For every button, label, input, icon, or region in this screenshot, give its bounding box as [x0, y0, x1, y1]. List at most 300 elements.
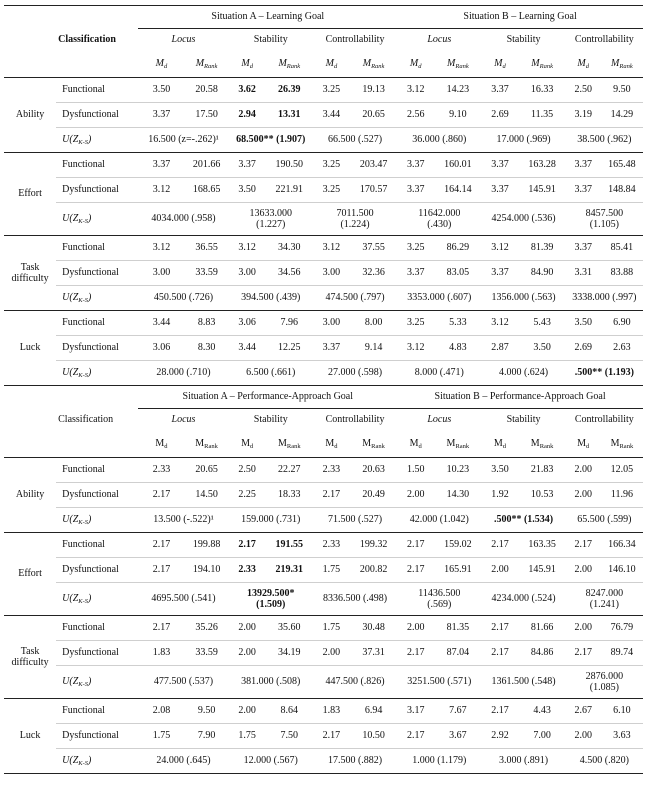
table-cell: 12.25 [266, 336, 313, 361]
u-stat-label: $U(Z_{K-S})$ [56, 128, 138, 153]
row-label: Dysfunctional [56, 336, 138, 361]
mrank-header: $M_{Rank}$ [434, 51, 481, 78]
table-cell: 1.75 [313, 558, 350, 583]
u-stat-row [4, 128, 643, 153]
situation-header-row [4, 386, 643, 409]
table-cell: 9.50 [613, 84, 631, 96]
u-stat-label: $U(Z_{K-S})$ [56, 583, 138, 616]
md-header: $M_d$ [481, 431, 518, 458]
table-cell: 16.33 [530, 84, 554, 96]
table-cell: 199.32 [359, 539, 388, 551]
table-cell: 20.65 [350, 103, 397, 128]
table-cell: 164.14 [434, 178, 481, 203]
table-cell: 2.17 [313, 483, 350, 508]
md-header: $M_d$ [481, 51, 518, 78]
mrank-header: $M_{Rank}$ [350, 51, 397, 78]
table-cell: 2.17 [574, 539, 592, 551]
table-cell: 168.65 [185, 178, 229, 203]
category-label: Ability [4, 78, 56, 153]
table-cell: 8.64 [280, 705, 299, 717]
row-label: Dysfunctional [56, 261, 138, 286]
table-cell: 83.88 [601, 261, 643, 286]
md-header: $M_d$ [566, 51, 601, 78]
controllability-header: Controllability [325, 34, 385, 46]
table-cell: 1.50 [406, 464, 425, 476]
table-cell: 85.41 [610, 242, 634, 254]
table-cell: 165.91 [434, 558, 481, 583]
table-cell: 201.66 [192, 159, 221, 171]
table-cell: 34.56 [266, 261, 313, 286]
table-cell: 2.33 [152, 464, 171, 476]
table-cell: 2.00 [397, 483, 434, 508]
u-stat-cell: 17.000 (.969) [481, 128, 565, 153]
table-cell: 1.75 [138, 724, 184, 749]
stability-header: Stability [253, 414, 288, 426]
u-stat-cell: 8336.500 (.498) [313, 583, 397, 616]
u-stat-cell: 8.000 (.471) [397, 361, 481, 386]
table-cell: 7.90 [185, 724, 229, 749]
category-label: Luck [4, 699, 56, 774]
table-cell: 3.37 [313, 336, 350, 361]
table-cell: 3.00 [313, 261, 350, 286]
md-header: $M_d$ [229, 51, 266, 78]
u-stat-row [4, 286, 643, 311]
table-cell: 4.83 [434, 336, 481, 361]
u-stat-cell: 11436.500 (.569) [397, 583, 481, 616]
table-cell: 2.08 [152, 705, 171, 717]
table-cell: 148.84 [601, 178, 643, 203]
u-stat-cell: 1.000 (1.179) [397, 749, 481, 774]
table-cell: 18.33 [266, 483, 313, 508]
u-stat-row [4, 583, 643, 616]
table-cell: 20.49 [350, 483, 397, 508]
table-cell: 5.43 [533, 317, 551, 329]
row-label: Functional [62, 622, 105, 634]
table-cell: 2.69 [566, 336, 601, 361]
table-cell: 3.25 [322, 159, 341, 171]
table-cell: 2.50 [238, 464, 256, 476]
column-header-row [4, 409, 643, 432]
stability-header: Stability [253, 34, 288, 46]
u-stat-row [4, 749, 643, 774]
u-stat-row [4, 508, 643, 533]
table-cell: 7.00 [519, 724, 566, 749]
table-cell: 84.86 [519, 641, 566, 666]
situation-header-row [4, 6, 643, 29]
u-stat-cell: 36.000 (.860) [397, 128, 481, 153]
table-cell: 12.05 [610, 464, 634, 476]
u-stat-row [4, 666, 643, 699]
md-header: $M_d$ [566, 431, 601, 458]
table-cell: 1.75 [322, 622, 341, 634]
table-cell: 84.90 [519, 261, 566, 286]
table-cell: 86.29 [446, 242, 470, 254]
table-cell: 33.59 [185, 641, 229, 666]
table-cell: 3.12 [152, 242, 171, 254]
u-stat-cell: 1361.500 (.548) [481, 666, 565, 699]
table-cell: 3.37 [491, 159, 509, 171]
table-cell: 19.13 [362, 84, 385, 96]
table-cell: 1.75 [229, 724, 266, 749]
u-stat-cell: 13929.500* (1.509) [229, 583, 313, 616]
table-cell: 1.92 [481, 483, 518, 508]
table-cell: 3.06 [238, 317, 256, 329]
table-cell: 2.50 [574, 84, 592, 96]
table-cell: 3.12 [138, 178, 184, 203]
table-cell: 6.90 [613, 317, 631, 329]
table-cell: 26.39 [278, 84, 301, 96]
classification-header: Classification [58, 414, 114, 425]
table-cell: 13.31 [266, 103, 313, 128]
u-stat-cell: 2876.000 (1.085) [566, 666, 643, 699]
table-cell: 3.50 [152, 84, 171, 96]
row-label: Dysfunctional [56, 178, 138, 203]
table-cell: 35.60 [278, 622, 301, 634]
u-stat-cell: 4.500 (.820) [566, 749, 643, 774]
table-cell: 3.25 [406, 242, 425, 254]
mrank-header: $M_{Rank}$ [601, 431, 643, 458]
table-row [4, 533, 643, 558]
table-cell: 3.19 [566, 103, 601, 128]
md-header: $M_d$ [138, 431, 184, 458]
table-row [4, 78, 643, 103]
table-cell: 1.83 [322, 705, 341, 717]
controllability-header: Controllability [325, 414, 385, 426]
table-cell: 11.35 [519, 103, 566, 128]
u-stat-cell: 477.500 (.537) [138, 666, 228, 699]
row-label: Functional [62, 464, 105, 476]
table-cell: 163.35 [528, 539, 556, 551]
table-cell: 2.17 [152, 622, 171, 634]
table-cell: 3.25 [406, 317, 425, 329]
table-cell: 2.63 [601, 336, 643, 361]
mrank-header: $M_{Rank}$ [185, 431, 229, 458]
u-stat-cell: 24.000 (.645) [138, 749, 228, 774]
table-cell: 2.17 [138, 483, 184, 508]
table-cell: 3.37 [481, 261, 518, 286]
table-cell: 199.88 [192, 539, 221, 551]
table-row [4, 483, 643, 508]
table-cell: 2.17 [406, 539, 425, 551]
u-stat-cell: 38.500 (.962) [566, 128, 643, 153]
table-cell: 8.83 [197, 317, 216, 329]
symbol-header-row [4, 51, 643, 78]
table-cell: 2.17 [566, 641, 601, 666]
u-stat-cell: 65.500 (.599) [566, 508, 643, 533]
table-cell: 170.57 [350, 178, 397, 203]
table-cell: 21.83 [530, 464, 554, 476]
table-cell: 87.04 [434, 641, 481, 666]
u-stat-label: $U(Z_{K-S})$ [56, 286, 138, 311]
table-cell: 6.10 [613, 705, 631, 717]
table-cell: 14.29 [601, 103, 643, 128]
table-cell: 6.94 [364, 705, 383, 717]
situation-b-perf-title: Situation B – Performance-Approach Goal [397, 386, 643, 409]
table-cell: 3.12 [238, 242, 256, 254]
table-cell: 2.00 [238, 705, 256, 717]
u-stat-row [4, 203, 643, 236]
category-label: Task difficulty [4, 616, 56, 699]
table-cell: 203.47 [359, 159, 388, 171]
row-label: Dysfunctional [56, 641, 138, 666]
md-header: $M_d$ [397, 431, 434, 458]
table-cell: 33.59 [185, 261, 229, 286]
table-cell: 2.17 [481, 641, 518, 666]
table-cell: 3.37 [397, 178, 434, 203]
table-cell: 3.37 [152, 159, 171, 171]
table-cell: 2.67 [574, 705, 592, 717]
attribution-table [4, 5, 643, 774]
results-table-page [4, 0, 643, 774]
table-cell: 14.30 [434, 483, 481, 508]
table-cell: 2.00 [566, 558, 601, 583]
u-stat-cell: 17.500 (.882) [313, 749, 397, 774]
table-cell: 2.17 [397, 558, 434, 583]
table-cell: 10.23 [446, 464, 470, 476]
table-cell: 3.17 [406, 705, 425, 717]
u-stat-cell: 16.500 (z=-.262)¹ [138, 128, 228, 153]
table-cell: 3.37 [574, 242, 592, 254]
u-stat-cell: 450.500 (.726) [138, 286, 228, 311]
u-stat-cell: 381.000 (.508) [229, 666, 313, 699]
table-cell: 3.63 [601, 724, 643, 749]
table-cell: 146.10 [601, 558, 643, 583]
table-cell: 2.87 [481, 336, 518, 361]
mrank-header: $M_{Rank}$ [519, 431, 566, 458]
md-header: $M_d$ [138, 51, 184, 78]
table-cell: 3.00 [138, 261, 184, 286]
table-cell: 3.44 [152, 317, 171, 329]
table-cell: 2.94 [229, 103, 266, 128]
u-stat-cell: 27.000 (.598) [313, 361, 397, 386]
table-cell: 3.37 [481, 178, 518, 203]
controllability-header: Controllability [574, 414, 634, 426]
table-cell: 81.35 [446, 622, 470, 634]
table-cell: 2.00 [313, 641, 350, 666]
table-cell: 3.44 [313, 103, 350, 128]
table-row [4, 458, 643, 483]
row-label: Dysfunctional [56, 558, 138, 583]
classification-header: Classification [58, 34, 116, 45]
table-cell: 2.69 [481, 103, 518, 128]
table-cell: 2.00 [574, 622, 592, 634]
category-label: Effort [4, 533, 56, 616]
table-cell: 2.00 [238, 622, 256, 634]
u-stat-cell: 4695.500 (.541) [138, 583, 228, 616]
u-stat-cell: 3.000 (.891) [481, 749, 565, 774]
row-label: Functional [62, 159, 105, 171]
table-cell: 1.83 [138, 641, 184, 666]
mrank-header: $M_{Rank}$ [266, 431, 313, 458]
table-row [4, 178, 643, 203]
table-cell: 194.10 [185, 558, 229, 583]
table-row [4, 261, 643, 286]
table-cell: 10.50 [350, 724, 397, 749]
u-stat-cell: 3353.000 (.607) [397, 286, 481, 311]
row-label: Dysfunctional [56, 103, 138, 128]
table-cell: 3.25 [313, 178, 350, 203]
u-stat-cell: 3338.000 (.997) [566, 286, 643, 311]
table-row [4, 558, 643, 583]
u-stat-cell: 1356.000 (.563) [481, 286, 565, 311]
table-cell: 2.17 [313, 724, 350, 749]
table-cell: 32.36 [350, 261, 397, 286]
table-cell: 145.91 [519, 558, 566, 583]
u-stat-cell: 28.000 (.710) [138, 361, 228, 386]
table-cell: 2.17 [152, 539, 171, 551]
table-cell: 2.17 [491, 622, 509, 634]
table-cell: 81.39 [530, 242, 554, 254]
table-cell: 3.00 [322, 317, 341, 329]
locus-header: Locus [171, 414, 196, 426]
u-stat-cell: .500** (1.534) [481, 508, 565, 533]
table-cell: 34.19 [266, 641, 313, 666]
table-row [4, 641, 643, 666]
table-row [4, 724, 643, 749]
table-row [4, 153, 643, 178]
table-row [4, 699, 643, 724]
u-stat-cell: 66.500 (.527) [313, 128, 397, 153]
table-cell: 3.37 [566, 178, 601, 203]
u-stat-cell: 13633.000 (1.227) [229, 203, 313, 236]
u-stat-cell: 13.500 (-.522)¹ [138, 508, 228, 533]
table-cell: 76.79 [610, 622, 634, 634]
table-cell: 190.50 [275, 159, 304, 171]
category-label: Luck [4, 311, 56, 386]
row-label: Functional [62, 705, 105, 717]
table-cell: 3.31 [566, 261, 601, 286]
u-stat-cell: 12.000 (.567) [229, 749, 313, 774]
table-cell: 11.96 [601, 483, 643, 508]
table-cell: 8.00 [364, 317, 383, 329]
table-cell: 2.33 [322, 539, 341, 551]
u-stat-cell: 8457.500 (1.105) [566, 203, 643, 236]
u-stat-cell: 159.000 (.731) [229, 508, 313, 533]
table-cell: 2.17 [397, 641, 434, 666]
table-cell: 2.92 [481, 724, 518, 749]
table-cell: 3.50 [519, 336, 566, 361]
table-cell: 2.17 [138, 558, 184, 583]
u-stat-cell: 3251.500 (.571) [397, 666, 481, 699]
table-cell: 9.50 [197, 705, 216, 717]
table-cell: 2.00 [229, 641, 266, 666]
table-cell: 3.00 [229, 261, 266, 286]
table-cell: 3.37 [574, 159, 592, 171]
table-cell: 3.50 [229, 178, 266, 203]
u-stat-label: $U(Z_{K-S})$ [56, 508, 138, 533]
table-cell: 2.00 [406, 622, 425, 634]
u-stat-label: $U(Z_{K-S})$ [56, 203, 138, 236]
table-cell: 160.01 [444, 159, 472, 171]
mrank-header: $M_{Rank}$ [434, 431, 481, 458]
table-cell: 22.27 [278, 464, 301, 476]
table-cell: 2.00 [566, 724, 601, 749]
u-stat-cell: 68.500** (1.907) [229, 128, 313, 153]
table-cell: 2.56 [397, 103, 434, 128]
md-header: $M_d$ [397, 51, 434, 78]
table-cell: 2.33 [229, 558, 266, 583]
row-label: Dysfunctional [56, 483, 138, 508]
table-cell: 37.31 [350, 641, 397, 666]
table-cell: 3.06 [138, 336, 184, 361]
table-cell: 3.12 [406, 84, 425, 96]
table-cell: 20.63 [362, 464, 385, 476]
table-row [4, 616, 643, 641]
table-cell: 30.48 [362, 622, 385, 634]
u-stat-cell: 42.000 (1.042) [397, 508, 481, 533]
table-cell: 3.37 [397, 261, 434, 286]
table-cell: 7.96 [280, 317, 299, 329]
table-cell: 37.55 [362, 242, 385, 254]
table-cell: 9.14 [350, 336, 397, 361]
table-cell: 35.26 [195, 622, 218, 634]
table-cell: 3.62 [238, 84, 256, 96]
table-cell: 166.34 [608, 539, 636, 551]
u-stat-cell: 394.500 (.439) [229, 286, 313, 311]
table-cell: 89.74 [601, 641, 643, 666]
locus-header: Locus [171, 34, 196, 46]
table-cell: 3.37 [238, 159, 256, 171]
table-row [4, 336, 643, 361]
table-row [4, 311, 643, 336]
table-cell: 3.12 [491, 242, 509, 254]
row-label: Functional [62, 539, 105, 551]
table-cell: 221.91 [266, 178, 313, 203]
u-stat-cell: 4254.000 (.536) [481, 203, 565, 236]
row-label: Functional [62, 242, 105, 254]
table-cell: 3.44 [229, 336, 266, 361]
row-label: Functional [62, 84, 105, 96]
table-cell: 81.66 [530, 622, 554, 634]
u-stat-label: $U(Z_{K-S})$ [56, 361, 138, 386]
u-stat-cell: 7011.500 (1.224) [313, 203, 397, 236]
table-cell: 3.37 [406, 159, 425, 171]
mrank-header: $M_{Rank}$ [266, 51, 313, 78]
table-cell: 5.33 [449, 317, 467, 329]
md-header: $M_d$ [313, 51, 350, 78]
mrank-header: $M_{Rank}$ [519, 51, 566, 78]
category-label: Task difficulty [4, 236, 56, 311]
stability-header: Stability [506, 34, 541, 46]
u-stat-label: $U(Z_{K-S})$ [56, 666, 138, 699]
table-cell: 14.23 [446, 84, 470, 96]
u-stat-cell: 4.000 (.624) [481, 361, 565, 386]
u-stat-cell: 4234.000 (.524) [481, 583, 565, 616]
situation-a-perf-title: Situation A – Performance-Approach Goal [138, 386, 397, 409]
table-cell: 3.37 [491, 84, 509, 96]
table-cell: 2.00 [574, 464, 592, 476]
table-cell: 191.55 [275, 539, 304, 551]
table-cell: 7.67 [449, 705, 467, 717]
table-cell: 2.17 [491, 539, 509, 551]
row-label: Dysfunctional [56, 724, 138, 749]
table-cell: 145.91 [519, 178, 566, 203]
table-cell: 3.12 [397, 336, 434, 361]
table-cell: 3.12 [322, 242, 341, 254]
u-stat-cell: 447.500 (.826) [313, 666, 397, 699]
u-stat-row [4, 361, 643, 386]
u-stat-cell: 8247.000 (1.241) [566, 583, 643, 616]
table-row [4, 236, 643, 261]
u-stat-cell: 474.500 (.797) [313, 286, 397, 311]
table-cell: 163.28 [528, 159, 556, 171]
locus-header: Locus [427, 414, 452, 426]
table-cell: 2.00 [566, 483, 601, 508]
table-row [4, 103, 643, 128]
table-cell: 4.43 [533, 705, 551, 717]
u-stat-cell: 71.500 (.527) [313, 508, 397, 533]
table-cell: 165.48 [608, 159, 636, 171]
